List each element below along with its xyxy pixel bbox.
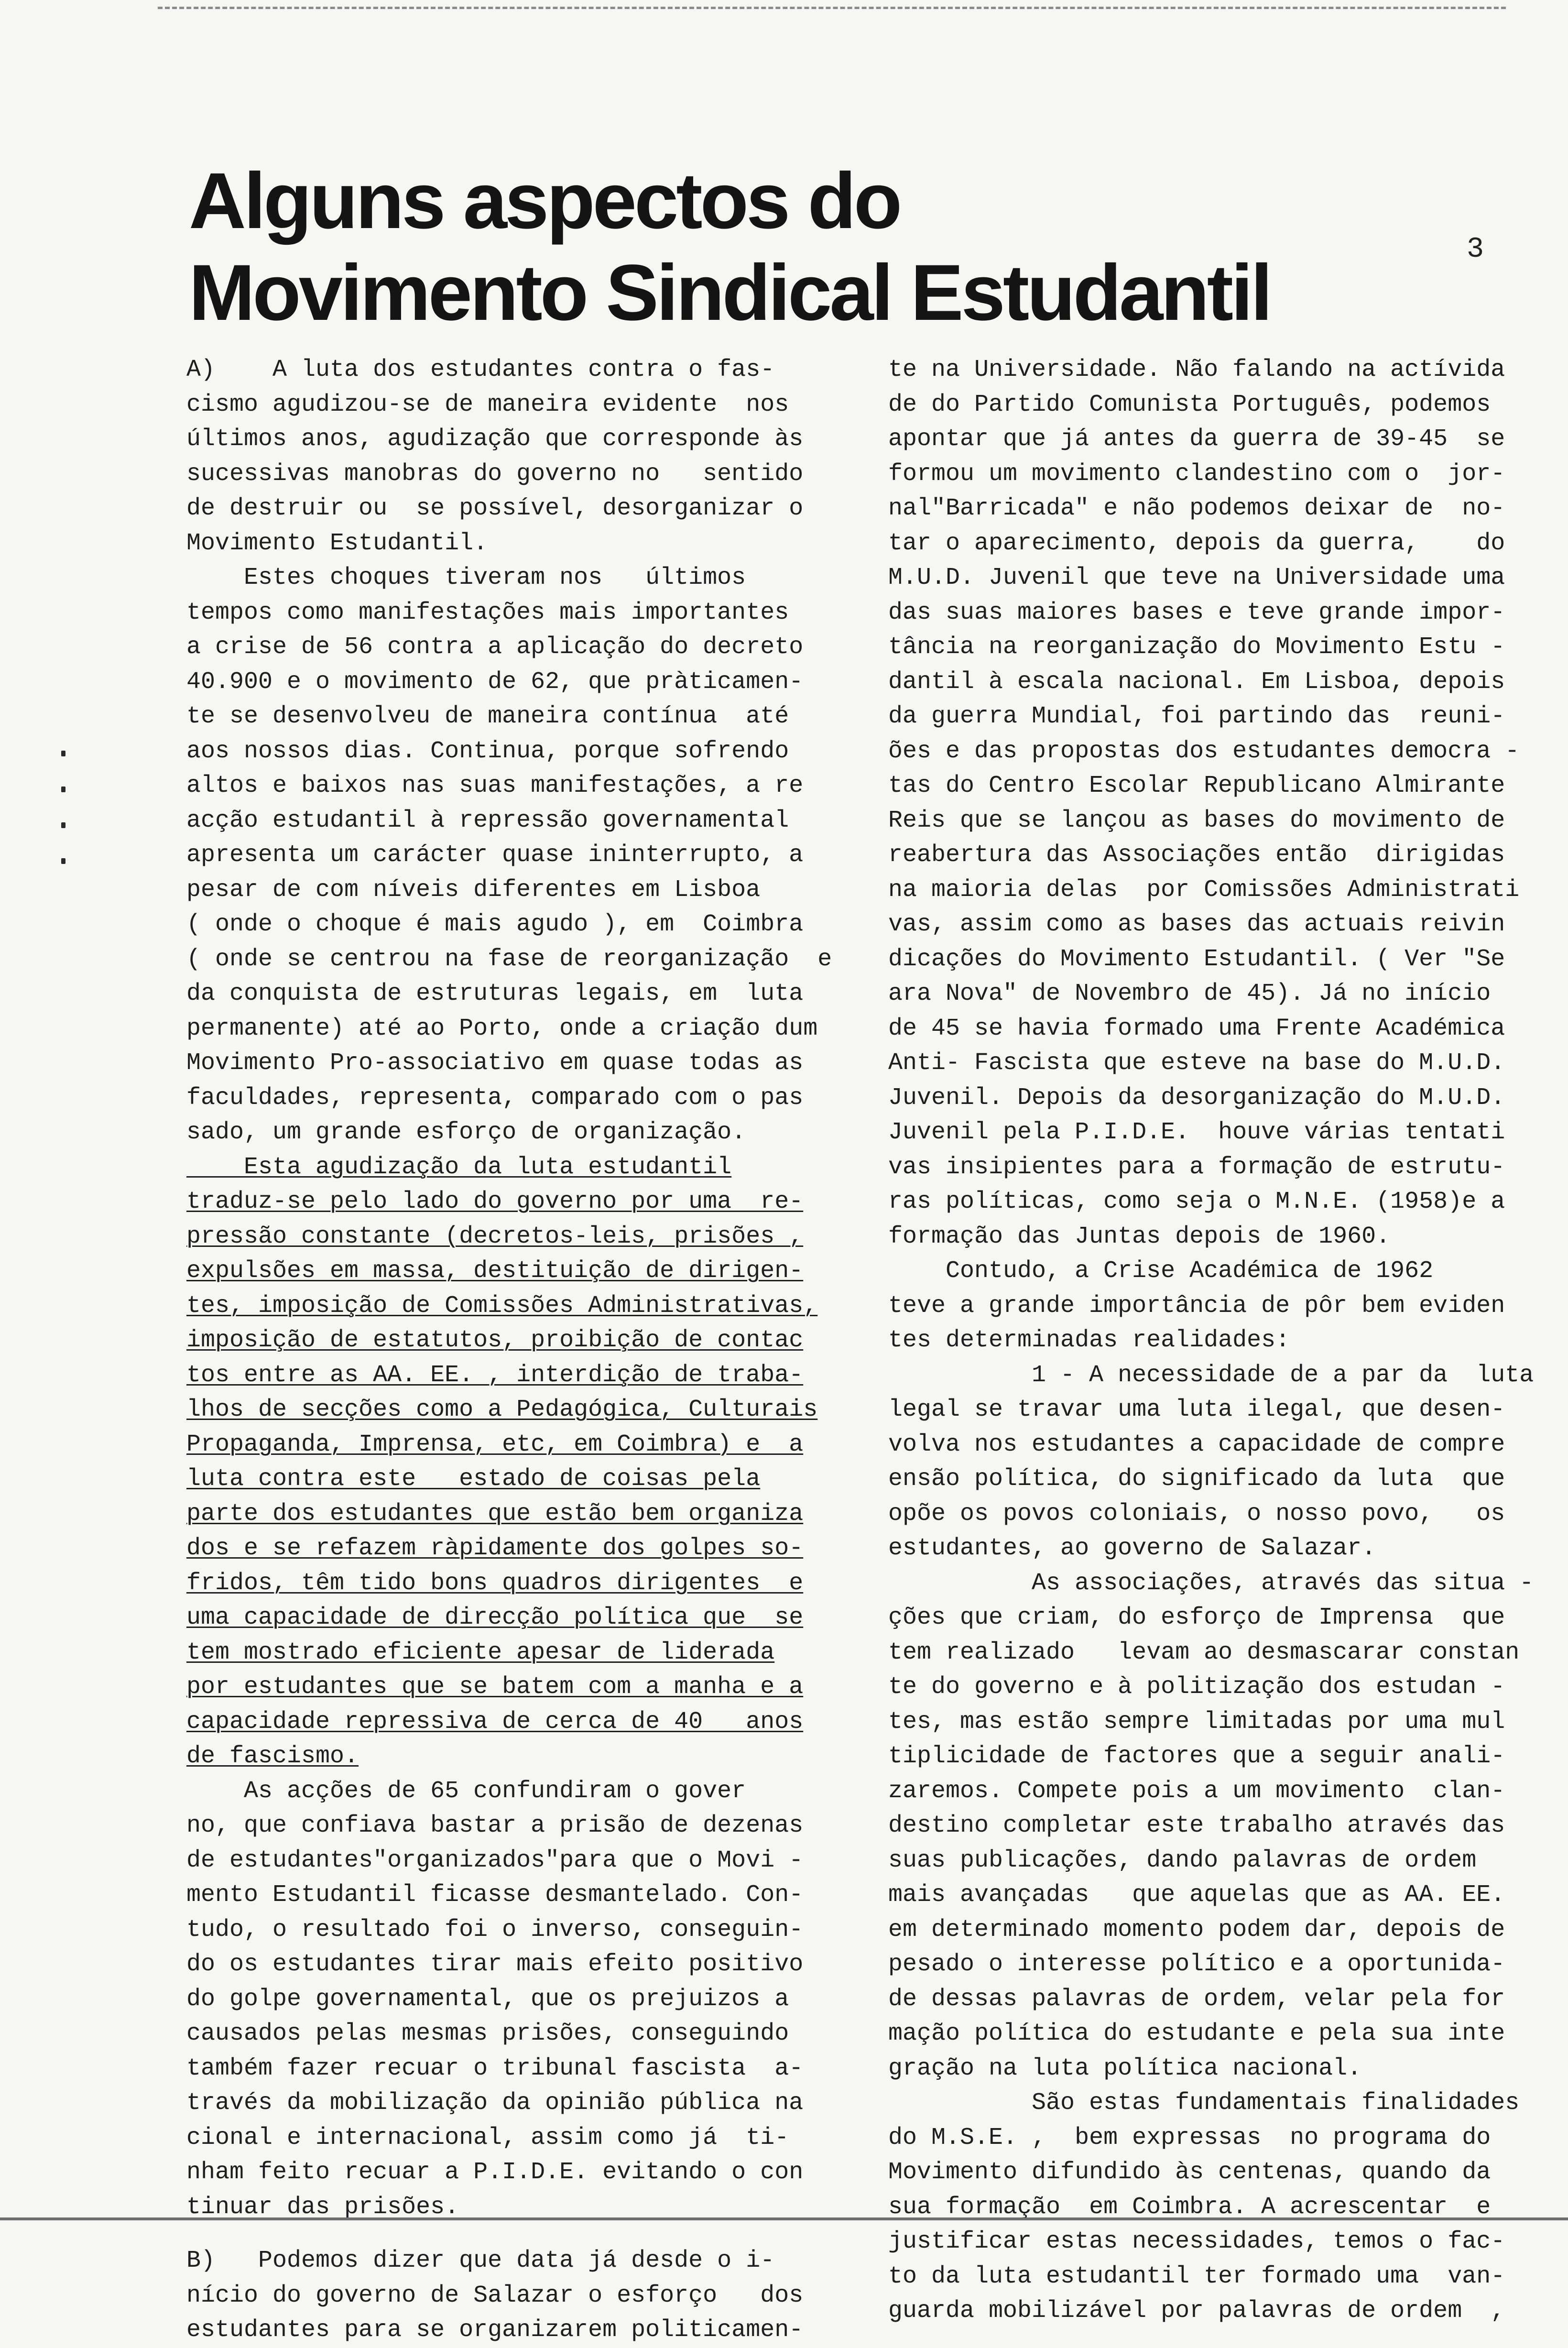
- margin-mark: [61, 858, 65, 864]
- margin-mark: [61, 822, 65, 828]
- scan-edge-bottom: [0, 2217, 1568, 2220]
- paragraph-crise-1962: Contudo, a Crise Académica de 1962 teve a grande importância de pôr bem eviden tes determinadas realidades:: [888, 1257, 1505, 1354]
- underlined-passage: Esta agudização da luta estudantil traduz-se pelo lado do governo por uma re- pressão constante (decretos-leis, prisões , expulsões em massa, destituição de dirigen- tes, imposição de Comissões Administrativas, imposição de estatutos, proibição de contac tos entre as AA. EE. , interdição de traba- lhos de secções como a Pedagógica, Culturais Propaganda, Imprensa, etc, em Coimbra) e a luta contra este estado de coisas pela parte dos estudantes que estão bem organiza dos e se refazem ràpidamente dos golpes so- fridos, têm tido bons quadros dirigentes e uma capacidade de direcção política que se tem mostrado eficiente apesar de liderada por estudantes que se batem com a manha e a capacidade repressiva de cerca de 40 anos de fascismo.: [186, 1153, 818, 1770]
- paragraph-acoes-65: As acções de 65 confundiram o gover no, que confiava bastar a prisão de dezenas de estudantes"organizados"para que o Movi - mento Estudantil ficasse desmantelado. Con- tudo, o resultado foi o inverso, conseguin- do os estudantes tirar mais efeito positivo do golpe governamental, que os prejuizos a causados pelas mesmas prisões, conseguindo também fazer recuar o tribunal fascista a- través da mobilização da opinião pública na cional e internacional, assim como já ti- nham feito recuar a P.I.D.E. evitando o con tinuar das prisões.: [186, 1777, 804, 2221]
- continuation-paragraph: te na Universidade. Não falando na actívida de do Partido Comunista Português, podemos apontar que já antes da guerra de 39-45 se formou um movimento clandestino com o jor- nal"Barricada" e não podemos deixar de no- tar o aparecimento, depois da guerra, do M.U.D. Juvenil que teve na Universidade uma das suas maiores bases e teve grande impor- tância na reorganização do Movimento Estu - dantil à escala nacional. Em Lisboa, depois da guerra Mundial, foi partindo das reuni- ões e das propostas dos estudantes democra - tas do Centro Escolar Republicano Almirante Reis que se lançou as bases do movimento de reabertura das Associações então dirigidas na maioria delas por Comissões Administrati vas, assim como as bases das actuais reivin dicações do Movimento Estudantil. ( Ver "Se ara Nova" de Novembro de 45). Já no início de 45 se havia formado uma Frente Académica Anti- Fascista que esteve na base do M.U.D. Juvenil. Depois da desorganização do M.U.D. Juvenil pela P.I.D.E. houve várias tentati vas insipientes para a formação de estrutu- ras políticas, como seja o M.N.E. (1958)e a formação das Juntas depois de 1960.: [888, 356, 1520, 1250]
- point-1-paragraph: 1 - A necessidade de a par da luta legal se travar uma luta ilegal, que desen- volva nos estudantes a capacidade de compre ensão política, do significado da luta que opõe os povos coloniais, o nosso povo, os estudantes, ao governo de Salazar.: [888, 1361, 1534, 1562]
- article-title-line-2: Movimento Sindical Estudantil: [189, 249, 1271, 337]
- section-a-paragraph: A) A luta dos estudantes contra o fas- cismo agudizou-se de maneira evidente nos últimos anos, agudização que corresponde às sucessivas manobras do governo no sentido de destruir ou se possível, desorganizar o Movimento Estudantil. Estes choques tiveram nos últimos tempos como manifestações mais importantes a crise de 56 contra a aplicação do decreto 40.900 e o movimento de 62, que pràticamen- te se desenvolveu de maneira contínua até aos nossos dias. Continua, porque sofrendo altos e baixos nas suas manifestações, a re acção estudantil à repressão governamental apresenta um carácter quase ininterrupto, a pesar de com níveis diferentes em Lisboa ( onde o choque é mais agudo ), em Coimbra ( onde se centrou na fase de reorganização e da conquista de estruturas legais, em luta permanente) até ao Porto, onde a criação dum Movimento Pro-associativo em quase todas as faculdades, representa, comparado com o pas sado, um grande esforço de organização.: [186, 356, 832, 1146]
- article-title-line-1: Alguns aspectos do: [189, 157, 900, 245]
- paragraph-finalidades: São estas fundamentais finalidades do M.S.E. , bem expressas no programa do Movimento difundido às centenas, quando da sua formação em Coimbra. A acrescentar e justificar estas necessidades, temos o fac- to da luta estudantil ter formado uma van- guarda mobilizável por palavras de ordem ,: [888, 2089, 1520, 2325]
- page-number: 3: [1467, 233, 1484, 266]
- margin-marks: [61, 751, 71, 865]
- section-b-paragraph: B) Podemos dizer que data já desde o i- nício do governo de Salazar o esforço dos estudantes para se organizarem politicamen-: [186, 2247, 804, 2344]
- article-title: [189, 155, 1336, 339]
- margin-mark: [61, 786, 65, 792]
- left-column: [186, 353, 841, 2348]
- margin-mark: [61, 751, 65, 756]
- scan-edge-top: [158, 7, 1506, 9]
- right-column: [888, 353, 1543, 2329]
- paragraph-associacoes: As associações, através das situa - ções que criam, do esforço de Imprensa que tem realizado levam ao desmascarar constan te do governo e à politização dos estudan - tes, mas estão sempre limitadas por uma mul tiplicidade de factores que a seguir anali- zaremos. Compete pois a um movimento clan- destino completar este trabalho através das suas publicações, dando palavras de ordem mais avançadas que aquelas que as AA. EE. em determinado momento podem dar, depois de pesado o interesse político e a oportunida- de dessas palavras de ordem, velar pela for mação política do estudante e pela sua inte gração na luta política nacional.: [888, 1569, 1534, 2082]
